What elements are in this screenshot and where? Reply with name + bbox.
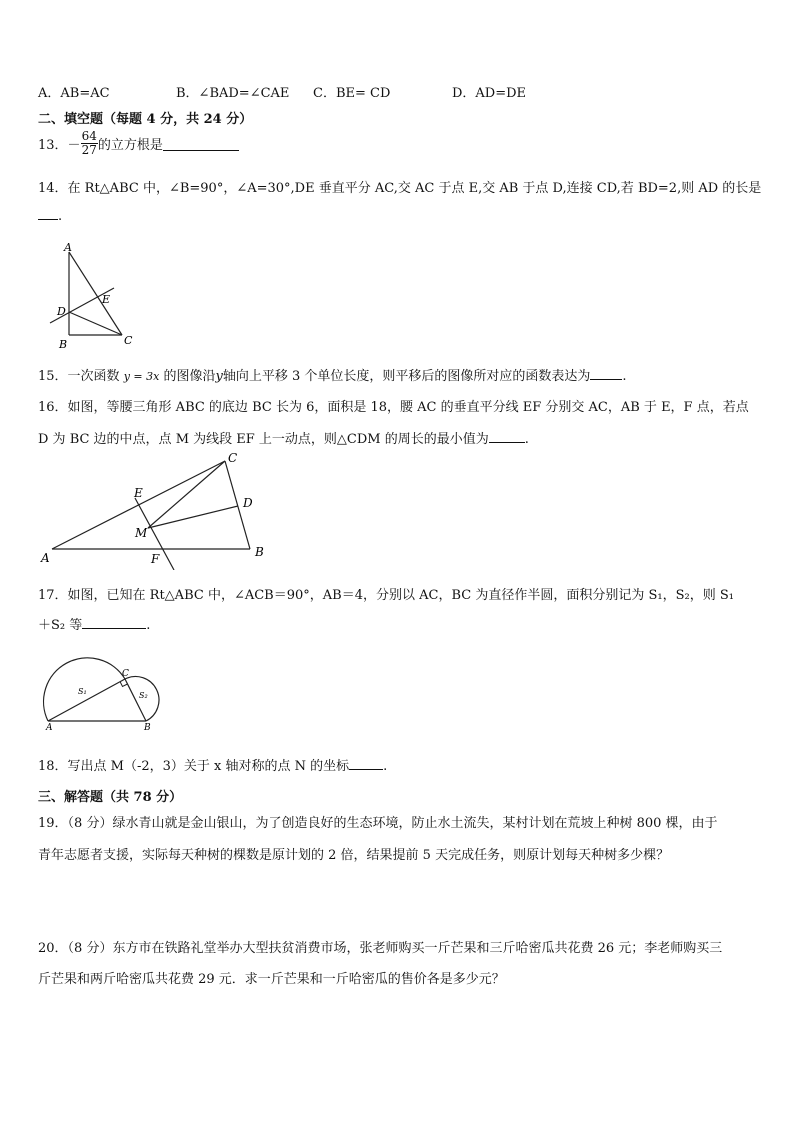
q14-label-c: C <box>124 334 133 347</box>
question-15 <box>38 365 627 384</box>
section-answer-title: 三、解答题（共 78 分） <box>38 790 183 805</box>
q14-end: . <box>58 209 63 224</box>
q17-end: . <box>146 618 151 633</box>
q17-line2-text: ＋S₂ 等 <box>38 618 83 633</box>
q15-end: . <box>622 369 627 384</box>
q15-suffix: 轴向上平移 3 个单位长度，则平移后的图像所对应的函数表达为 <box>222 369 591 384</box>
q17-side-bc <box>125 679 146 721</box>
option-b: B．∠BAD=∠CAE <box>176 86 290 101</box>
q17-side-ac <box>48 679 125 721</box>
q17-figure <box>38 652 178 732</box>
q16-label-m: M <box>135 526 148 540</box>
q14-side-ac <box>69 252 122 335</box>
q14-answer-line <box>38 206 62 224</box>
q16-label-d: D <box>243 496 253 510</box>
question-16-line1: 16．如图，等腰三角形 ABC 的底边 BC 长为 6，面积是 18，腰 AC 的垂直平分线 EF 分别交 AC，AB 于 E，F 点，若点 <box>38 400 749 415</box>
q17-label-b: B <box>144 723 151 732</box>
q15-answer-blank <box>590 366 622 380</box>
q13-denominator: 27 <box>81 143 97 157</box>
q16-end: . <box>524 432 529 447</box>
q17-label-s1: S₁ <box>78 687 87 696</box>
q18-answer-blank <box>349 756 383 770</box>
q13-text: 的立方根是 <box>97 138 163 153</box>
q13-minus: － <box>67 138 81 153</box>
q16-label-a: A <box>41 551 50 565</box>
q16-label-c: C <box>228 451 238 465</box>
question-18 <box>38 755 387 774</box>
question-17-line1: 17．如图，已知在 Rt△ABC 中，∠ACB＝90°，AB＝4，分别以 AC，BC 为直径作半圆，面积分别记为 S₁，S₂，则 S₁ <box>38 588 734 603</box>
q16-label-b: B <box>255 545 264 559</box>
question-13 <box>38 130 239 157</box>
q14-label-e: E <box>102 293 111 306</box>
q15-formula: y = 3x <box>123 370 160 383</box>
option-d: D．AD=DE <box>452 86 527 101</box>
q17-answer-blank <box>82 615 146 629</box>
q13-fraction <box>81 130 98 157</box>
question-20-line2: 斤芒果和两斤哈密瓜共花费 29 元．求一斤芒果和一斤哈密瓜的售价各是多少元？ <box>38 972 505 987</box>
question-17-line2 <box>38 614 150 633</box>
q18-end: . <box>383 759 388 774</box>
q14-label-b: B <box>59 338 68 351</box>
q17-label-s2: S₂ <box>139 691 148 700</box>
q16-label-f: F <box>151 552 160 566</box>
q14-figure <box>44 240 144 352</box>
q15-axis: y <box>215 369 223 384</box>
q14-label-a: A <box>64 241 72 254</box>
question-19-line2: 青年志愿者支援，实际每天种树的棵数是原计划的 2 倍，结果提前 5 天完成任务，则原计划每天种树多少棵？ <box>38 848 670 863</box>
q16-answer-blank <box>489 429 525 443</box>
section-fill-in-title: 二、填空题（每题 4 分，共 24 分） <box>38 112 253 127</box>
option-a: A．AB=AC <box>38 86 110 101</box>
q13-answer-blank <box>163 137 239 151</box>
q14-label-d: D <box>57 305 66 318</box>
question-14: 14．在 Rt△ABC 中，∠B=90°，∠A=30°,DE 垂直平分 AC,交 AC 于点 E,交 AB 于点 D,连接 CD,若 BD=2,则 AD 的长是 <box>38 181 762 196</box>
q16-line2-text: D 为 BC 边的中点，点 M 为线段 EF 上一动点，则△CDM 的周长的最小值为 <box>38 432 489 447</box>
q13-number: 13． <box>38 138 68 153</box>
q13-numerator: 64 <box>81 129 97 143</box>
question-16-line2 <box>38 428 529 447</box>
q16-figure <box>38 450 278 570</box>
option-c: C．BE= CD <box>313 86 391 101</box>
q15-prefix: 15．一次函数 <box>38 369 120 384</box>
q17-label-a: A <box>46 723 53 732</box>
q17-label-c: C <box>122 669 129 679</box>
question-19-line1: 19．（8 分）绿水青山就是金山银山，为了创造良好的生态环境，防止水土流失，某村计划在荒坡上种树 800 棵，由于 <box>38 816 718 831</box>
q16-label-e: E <box>134 486 143 500</box>
q15-middle: 的图像沿 <box>163 369 216 384</box>
q14-answer-blank <box>38 206 58 220</box>
q18-text: 18．写出点 M（-2，3）关于 x 轴对称的点 N 的坐标 <box>38 759 350 774</box>
question-20-line1: 20．（8 分）东方市在铁路礼堂举办大型扶贫消费市场，张老师购买一斤芒果和三斤哈密瓜共花费 26 元；李老师购买三 <box>38 941 723 956</box>
